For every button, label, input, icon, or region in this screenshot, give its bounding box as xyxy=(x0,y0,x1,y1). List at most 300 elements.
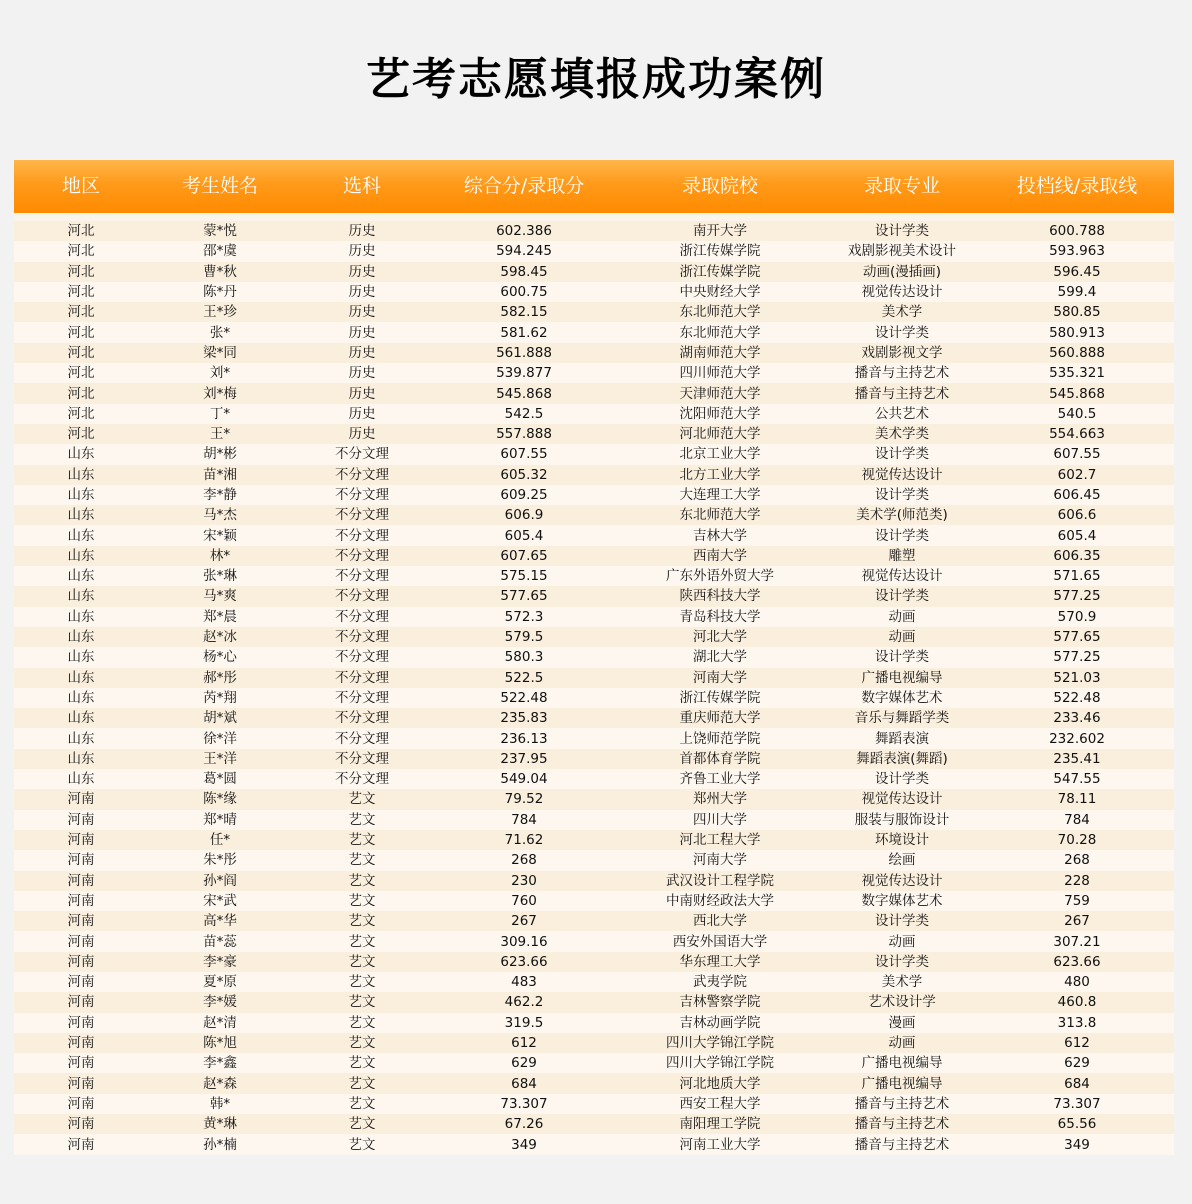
cell-cutoff: 70.28 xyxy=(1057,832,1097,849)
cell-major: 美术学类 xyxy=(875,426,929,443)
cell-subject: 艺文 xyxy=(348,953,376,970)
cell-score: 629 xyxy=(511,1055,537,1072)
cell-student-name: 李*媛 xyxy=(203,994,237,1011)
cell-student-name: 赵*清 xyxy=(203,1014,237,1031)
table-row xyxy=(14,444,1174,464)
table-row xyxy=(14,404,1174,424)
cell-major: 设计学类 xyxy=(875,649,929,666)
cell-university: 四川大学锦江学院 xyxy=(666,1055,774,1072)
cell-region: 山东 xyxy=(67,487,95,503)
cell-cutoff: 593.963 xyxy=(1049,243,1105,260)
cell-student-name: 郝*彤 xyxy=(203,669,237,686)
cell-region: 河南 xyxy=(67,1014,95,1031)
cell-subject: 不分文理 xyxy=(335,669,389,686)
cell-major: 环境设计 xyxy=(875,832,929,849)
cell-score: 67.26 xyxy=(504,1116,544,1133)
table-header xyxy=(14,160,1174,213)
cell-student-name: 刘*梅 xyxy=(203,385,237,402)
cell-student-name: 李*鑫 xyxy=(203,1055,237,1072)
cell-score: 579.5 xyxy=(504,629,544,646)
cell-subject: 历史 xyxy=(348,243,376,260)
cell-subject: 艺文 xyxy=(348,892,376,909)
cell-student-name: 曹*秋 xyxy=(203,263,237,280)
cell-region: 山东 xyxy=(67,547,95,564)
cell-subject: 艺文 xyxy=(348,832,376,849)
cell-major: 广播电视编导 xyxy=(861,1055,943,1072)
cell-student-name: 马*爽 xyxy=(203,588,237,605)
cell-student-name: 夏*原 xyxy=(203,974,237,991)
table-row xyxy=(14,668,1174,688)
cell-university: 河南大学 xyxy=(693,669,747,686)
cell-score: 582.15 xyxy=(500,304,548,321)
cell-student-name: 林* xyxy=(209,547,231,564)
cell-subject: 艺文 xyxy=(348,1035,376,1052)
cell-student-name: 陈*旭 xyxy=(203,1035,237,1052)
cell-subject: 不分文理 xyxy=(335,750,389,767)
cell-university: 河南工业大学 xyxy=(679,1136,761,1153)
cell-subject: 艺文 xyxy=(348,1014,376,1031)
table-row xyxy=(14,1013,1174,1033)
cell-region: 山东 xyxy=(67,608,95,625)
table-row xyxy=(14,586,1174,606)
header-major: 录取专业 xyxy=(863,175,940,197)
cell-region: 河北 xyxy=(67,223,95,240)
cell-university: 重庆师范大学 xyxy=(679,710,761,727)
cell-university: 华东理工大学 xyxy=(679,953,761,970)
table-row xyxy=(14,789,1174,809)
cell-region: 河北 xyxy=(67,365,95,382)
cell-major: 戏剧影视文学 xyxy=(861,344,943,361)
cell-major: 视觉传达设计 xyxy=(861,466,943,483)
cell-subject: 不分文理 xyxy=(335,547,389,564)
cell-major: 播音与主持艺术 xyxy=(854,1095,950,1112)
cell-university: 西北大学 xyxy=(693,913,747,930)
cell-university: 河北地质大学 xyxy=(679,1075,761,1092)
cell-cutoff: 596.45 xyxy=(1053,263,1101,280)
cell-cutoff: 607.55 xyxy=(1053,446,1101,463)
table-row xyxy=(14,769,1174,789)
cases-table xyxy=(14,160,1174,1155)
table-row xyxy=(14,931,1174,951)
cell-subject: 不分文理 xyxy=(335,730,389,747)
table-row xyxy=(14,221,1174,241)
cell-score: 575.15 xyxy=(500,568,548,585)
cell-score: 539.877 xyxy=(496,365,552,382)
table-row xyxy=(14,708,1174,728)
cell-student-name: 丁* xyxy=(209,405,231,422)
cell-region: 河北 xyxy=(67,385,95,402)
cell-subject: 不分文理 xyxy=(335,710,389,727)
page-title: 艺考志愿填报成功案例 xyxy=(366,54,826,105)
cell-cutoff: 521.03 xyxy=(1053,669,1101,686)
cell-major: 数字媒体艺术 xyxy=(861,892,943,909)
cell-major: 美术学 xyxy=(881,974,923,991)
cell-student-name: 李*静 xyxy=(203,487,237,503)
cell-subject: 艺文 xyxy=(348,872,376,889)
cell-major: 动画 xyxy=(888,1035,916,1052)
cell-cutoff: 606.35 xyxy=(1053,547,1101,564)
table-row xyxy=(14,505,1174,525)
cell-subject: 艺文 xyxy=(348,1136,376,1153)
cell-subject: 历史 xyxy=(348,365,376,382)
cell-region: 山东 xyxy=(67,710,95,727)
cell-subject: 历史 xyxy=(348,344,376,361)
table-row xyxy=(14,871,1174,891)
table-row xyxy=(14,322,1174,342)
cell-subject: 艺文 xyxy=(348,852,376,869)
cell-score: 268 xyxy=(511,852,537,869)
cell-university: 吉林大学 xyxy=(693,527,747,544)
cell-student-name: 芮*翔 xyxy=(203,689,237,706)
cell-score: 309.16 xyxy=(500,933,548,950)
cell-major: 设计学类 xyxy=(875,223,929,240)
cell-subject: 不分文理 xyxy=(335,629,389,646)
cell-university: 青岛科技大学 xyxy=(679,608,761,625)
cell-region: 山东 xyxy=(67,466,95,483)
cell-score: 545.868 xyxy=(496,385,552,402)
table-row xyxy=(14,891,1174,911)
cell-student-name: 胡*彬 xyxy=(203,446,237,463)
cell-region: 山东 xyxy=(67,568,95,585)
cell-cutoff: 629 xyxy=(1064,1055,1090,1072)
cell-university: 湖北大学 xyxy=(693,649,747,666)
table-row xyxy=(14,647,1174,667)
cell-major: 绘画 xyxy=(888,852,916,869)
cell-major: 设计学类 xyxy=(875,487,929,503)
cell-cutoff: 78.11 xyxy=(1057,791,1097,808)
cell-region: 河北 xyxy=(67,426,95,443)
cell-cutoff: 759 xyxy=(1064,892,1090,909)
cell-university: 沈阳师范大学 xyxy=(679,405,761,422)
cell-university: 中南财经政法大学 xyxy=(666,892,774,909)
cell-score: 577.65 xyxy=(500,588,548,605)
cell-major: 舞蹈表演(舞蹈) xyxy=(856,750,948,767)
cell-subject: 不分文理 xyxy=(335,588,389,605)
table-row xyxy=(14,1053,1174,1073)
cell-region: 河南 xyxy=(67,1095,95,1112)
table-row xyxy=(14,262,1174,282)
cell-region: 河南 xyxy=(67,933,95,950)
table-row xyxy=(14,1033,1174,1053)
cell-cutoff: 232.602 xyxy=(1049,730,1105,747)
cell-score: 557.888 xyxy=(496,426,552,443)
cell-cutoff: 480 xyxy=(1064,974,1090,991)
cell-major: 动画 xyxy=(888,629,916,646)
cell-university: 中央财经大学 xyxy=(679,284,761,301)
cell-score: 607.55 xyxy=(500,446,548,463)
cell-subject: 历史 xyxy=(348,405,376,422)
cell-university: 吉林动画学院 xyxy=(679,1014,761,1031)
cell-score: 319.5 xyxy=(504,1014,544,1031)
table-row xyxy=(14,972,1174,992)
cell-student-name: 马*杰 xyxy=(203,507,237,524)
table-row xyxy=(14,1094,1174,1114)
table-row xyxy=(14,566,1174,586)
cell-subject: 艺文 xyxy=(348,974,376,991)
cell-university: 河南大学 xyxy=(693,852,747,869)
cell-university: 西南大学 xyxy=(693,547,747,564)
cell-university: 东北师范大学 xyxy=(679,324,761,341)
cell-major: 数字媒体艺术 xyxy=(861,689,943,706)
cell-region: 河南 xyxy=(67,994,95,1011)
cell-region: 河北 xyxy=(67,344,95,361)
header-region: 地区 xyxy=(61,175,100,197)
cell-student-name: 葛*圆 xyxy=(203,771,237,788)
cell-major: 美术学 xyxy=(881,304,923,321)
cell-cutoff: 784 xyxy=(1064,811,1090,828)
table-row xyxy=(14,728,1174,748)
cell-university: 武汉设计工程学院 xyxy=(666,872,774,889)
cell-region: 河南 xyxy=(67,1116,95,1133)
cell-region: 山东 xyxy=(67,649,95,666)
cell-score: 606.9 xyxy=(504,507,544,524)
cell-student-name: 赵*冰 xyxy=(203,629,237,646)
cell-major: 设计学类 xyxy=(875,588,929,605)
cell-cutoff: 313.8 xyxy=(1057,1014,1097,1031)
cell-major: 雕塑 xyxy=(888,547,916,564)
cell-score: 237.95 xyxy=(500,750,548,767)
cell-student-name: 张* xyxy=(209,324,231,341)
table-row xyxy=(14,607,1174,627)
cell-region: 河北 xyxy=(67,243,95,260)
cell-score: 605.32 xyxy=(500,466,548,483)
cell-student-name: 胡*斌 xyxy=(203,710,237,727)
cell-cutoff: 577.65 xyxy=(1053,629,1101,646)
cell-university: 河北工程大学 xyxy=(679,832,761,849)
cell-score: 684 xyxy=(511,1075,537,1092)
cell-subject: 历史 xyxy=(348,426,376,443)
cell-university: 河北大学 xyxy=(693,629,747,646)
cell-cutoff: 605.4 xyxy=(1057,527,1097,544)
cell-region: 河北 xyxy=(67,304,95,321)
cell-cutoff: 267 xyxy=(1064,913,1090,930)
cell-score: 267 xyxy=(511,913,537,930)
cell-major: 设计学类 xyxy=(875,953,929,970)
table-row xyxy=(14,363,1174,383)
cell-cutoff: 554.663 xyxy=(1049,426,1105,443)
cell-region: 河南 xyxy=(67,1136,95,1153)
cell-subject: 不分文理 xyxy=(335,689,389,706)
cell-subject: 艺文 xyxy=(348,913,376,930)
cell-major: 设计学类 xyxy=(875,446,929,463)
cell-university: 四川大学 xyxy=(693,811,747,828)
cell-major: 视觉传达设计 xyxy=(861,872,943,889)
cell-score: 594.245 xyxy=(496,243,552,260)
cell-university: 北方工业大学 xyxy=(679,466,761,483)
cell-cutoff: 580.913 xyxy=(1049,324,1105,341)
cell-cutoff: 349 xyxy=(1064,1136,1090,1153)
cell-subject: 艺文 xyxy=(348,1055,376,1072)
cell-student-name: 陈*丹 xyxy=(203,284,237,301)
cell-score: 581.62 xyxy=(500,324,548,341)
table-row xyxy=(14,952,1174,972)
cell-student-name: 朱*彤 xyxy=(203,852,237,869)
cell-student-name: 赵*森 xyxy=(203,1075,237,1092)
cell-subject: 艺文 xyxy=(348,1116,376,1133)
cell-major: 播音与主持艺术 xyxy=(854,1116,950,1133)
cell-major: 播音与主持艺术 xyxy=(854,385,950,402)
table-row xyxy=(14,749,1174,769)
cell-university: 吉林警察学院 xyxy=(679,994,761,1011)
cell-score: 522.48 xyxy=(500,689,548,706)
cell-region: 河南 xyxy=(67,953,95,970)
cell-student-name: 苗*蕊 xyxy=(203,933,237,950)
table-body xyxy=(14,213,1174,1155)
cell-score: 73.307 xyxy=(500,1095,548,1112)
cell-score: 71.62 xyxy=(504,832,544,849)
cell-subject: 历史 xyxy=(348,284,376,301)
cell-student-name: 邵*虞 xyxy=(203,243,237,260)
cell-university: 郑州大学 xyxy=(693,791,747,808)
cell-student-name: 刘* xyxy=(209,365,231,382)
cell-university: 西安工程大学 xyxy=(679,1095,761,1112)
cell-score: 522.5 xyxy=(504,669,544,686)
cell-cutoff: 606.6 xyxy=(1057,507,1097,524)
table-row xyxy=(14,282,1174,302)
header-subject: 选科 xyxy=(342,175,381,197)
cell-university: 浙江传媒学院 xyxy=(679,263,761,280)
table-row xyxy=(14,1134,1174,1154)
table-row xyxy=(14,546,1174,566)
cell-region: 山东 xyxy=(67,507,95,524)
cell-region: 河南 xyxy=(67,811,95,828)
table-row xyxy=(14,627,1174,647)
cell-region: 山东 xyxy=(67,771,95,788)
table-row xyxy=(14,1114,1174,1134)
cell-major: 戏剧影视美术设计 xyxy=(848,243,956,260)
cell-student-name: 蒙*悦 xyxy=(203,223,237,240)
cell-region: 山东 xyxy=(67,730,95,747)
cell-university: 湖南师范大学 xyxy=(679,344,761,361)
table-row xyxy=(14,424,1174,444)
header-university: 录取院校 xyxy=(681,175,758,197)
cell-cutoff: 577.25 xyxy=(1053,649,1101,666)
cell-region: 山东 xyxy=(67,446,95,463)
cell-university: 东北师范大学 xyxy=(679,507,761,524)
cell-region: 河北 xyxy=(67,405,95,422)
cell-university: 南阳理工学院 xyxy=(679,1116,761,1133)
cell-major: 视觉传达设计 xyxy=(861,284,943,301)
cell-cutoff: 580.85 xyxy=(1053,304,1101,321)
cell-region: 河南 xyxy=(67,974,95,991)
cell-score: 784 xyxy=(511,811,537,828)
cell-university: 北京工业大学 xyxy=(679,446,761,463)
cell-university: 东北师范大学 xyxy=(679,304,761,321)
cell-major: 播音与主持艺术 xyxy=(854,365,950,382)
cell-university: 南开大学 xyxy=(693,223,747,240)
cell-subject: 不分文理 xyxy=(335,771,389,788)
cell-region: 河南 xyxy=(67,1035,95,1052)
table-row xyxy=(14,241,1174,261)
cell-cutoff: 577.25 xyxy=(1053,588,1101,605)
cell-subject: 不分文理 xyxy=(335,487,389,503)
cell-score: 349 xyxy=(511,1136,537,1153)
cell-cutoff: 535.321 xyxy=(1049,365,1105,382)
cell-cutoff: 522.48 xyxy=(1053,689,1101,706)
cell-region: 山东 xyxy=(67,689,95,706)
cell-major: 动画(漫插画) xyxy=(862,263,942,280)
cell-cutoff: 560.888 xyxy=(1049,344,1105,361)
cell-subject: 不分文理 xyxy=(335,649,389,666)
cell-subject: 历史 xyxy=(348,304,376,321)
cell-university: 广东外语外贸大学 xyxy=(666,568,774,585)
cell-region: 山东 xyxy=(67,527,95,544)
cell-region: 河南 xyxy=(67,892,95,909)
cell-score: 580.3 xyxy=(504,649,544,666)
cell-cutoff: 235.41 xyxy=(1053,750,1101,767)
header-cutoff: 投档线/录取线 xyxy=(1016,175,1138,197)
cell-region: 山东 xyxy=(67,629,95,646)
cell-score: 623.66 xyxy=(500,953,548,970)
cell-major: 舞蹈表演 xyxy=(875,730,929,747)
cell-score: 605.4 xyxy=(504,527,544,544)
cell-university: 首都体育学院 xyxy=(679,750,761,767)
cell-region: 河北 xyxy=(67,284,95,301)
cell-student-name: 张*琳 xyxy=(203,568,237,585)
cell-region: 河南 xyxy=(67,913,95,930)
cell-student-name: 陈*缘 xyxy=(203,791,237,808)
cell-subject: 艺文 xyxy=(348,1075,376,1092)
cell-region: 河南 xyxy=(67,852,95,869)
cell-subject: 不分文理 xyxy=(335,507,389,524)
cell-score: 549.04 xyxy=(500,771,548,788)
cell-university: 浙江传媒学院 xyxy=(679,689,761,706)
cell-university: 武夷学院 xyxy=(693,974,747,991)
cell-student-name: 王*珍 xyxy=(203,304,237,321)
cell-major: 视觉传达设计 xyxy=(861,791,943,808)
cell-student-name: 李*豪 xyxy=(203,953,237,970)
cell-score: 235.83 xyxy=(500,710,548,727)
cell-subject: 艺文 xyxy=(348,1095,376,1112)
table-row xyxy=(14,688,1174,708)
cell-score: 236.13 xyxy=(500,730,548,747)
cell-cutoff: 570.9 xyxy=(1057,608,1097,625)
table-row xyxy=(14,525,1174,545)
cell-score: 462.2 xyxy=(504,994,544,1011)
cell-university: 陕西科技大学 xyxy=(679,588,761,605)
cell-student-name: 徐*洋 xyxy=(203,730,237,747)
cell-university: 四川师范大学 xyxy=(679,365,761,382)
cell-major: 动画 xyxy=(888,933,916,950)
cell-student-name: 苗*湘 xyxy=(203,466,237,483)
cell-major: 视觉传达设计 xyxy=(861,568,943,585)
cell-cutoff: 623.66 xyxy=(1053,953,1101,970)
cell-student-name: 郑*晨 xyxy=(203,608,237,625)
cell-student-name: 宋*武 xyxy=(203,892,237,909)
table-row xyxy=(14,485,1174,505)
header-score: 综合分/录取分 xyxy=(463,175,585,197)
cell-major: 广播电视编导 xyxy=(861,669,943,686)
cell-student-name: 韩* xyxy=(209,1095,231,1112)
table-row xyxy=(14,1073,1174,1093)
cell-score: 602.386 xyxy=(496,223,552,240)
cell-score: 607.65 xyxy=(500,547,548,564)
table-row xyxy=(14,850,1174,870)
cell-student-name: 孙*阎 xyxy=(203,872,237,889)
cell-cutoff: 73.307 xyxy=(1053,1095,1101,1112)
cell-subject: 不分文理 xyxy=(335,466,389,483)
cell-region: 山东 xyxy=(67,750,95,767)
cell-subject: 艺文 xyxy=(348,994,376,1011)
cell-subject: 历史 xyxy=(348,385,376,402)
cell-cutoff: 460.8 xyxy=(1057,994,1097,1011)
cell-cutoff: 612 xyxy=(1064,1035,1090,1052)
cell-major: 美术学(师范类) xyxy=(856,507,948,524)
cell-score: 612 xyxy=(511,1035,537,1052)
cell-student-name: 孙*楠 xyxy=(203,1136,237,1153)
table-row xyxy=(14,383,1174,403)
cell-subject: 不分文理 xyxy=(335,446,389,463)
